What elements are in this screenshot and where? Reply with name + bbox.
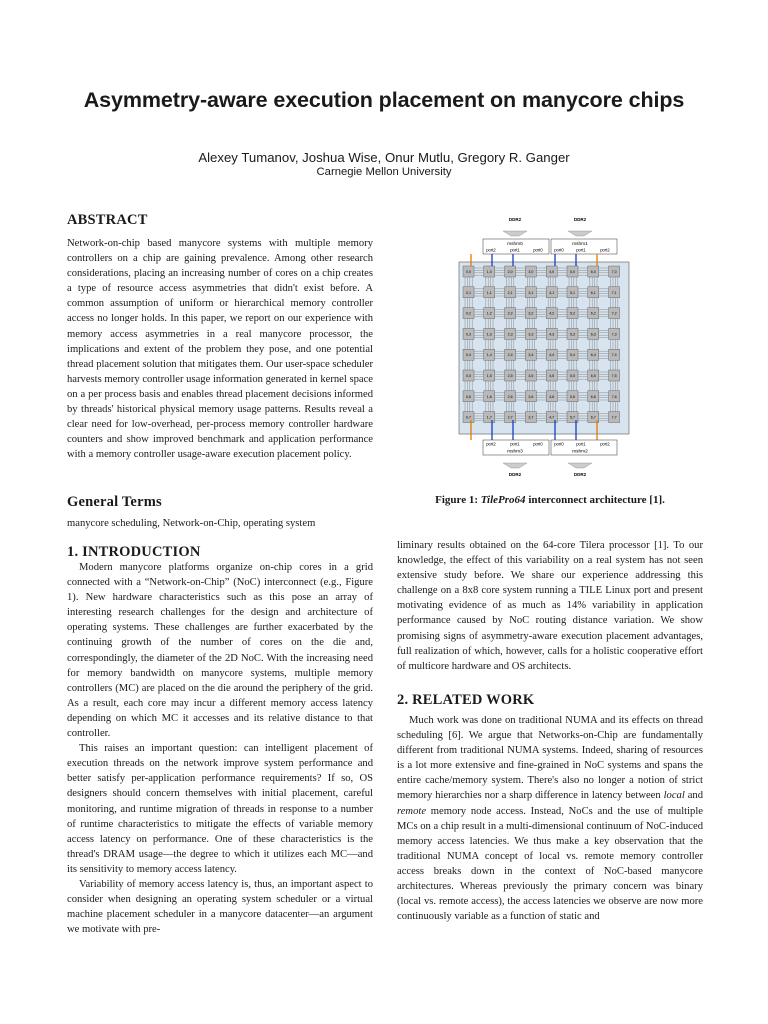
mshim-bottom-right-port-a: port0 bbox=[554, 441, 564, 447]
tile-label: 5,4 bbox=[570, 353, 575, 358]
tile-label: 4,6 bbox=[549, 394, 555, 399]
tile-label: 4,2 bbox=[549, 311, 555, 316]
tile-label: 1,3 bbox=[486, 332, 492, 337]
related-work-heading: 2. RELATED WORK bbox=[397, 692, 535, 708]
tile-label: 5,7 bbox=[570, 415, 575, 420]
tile-label: 1,4 bbox=[486, 353, 492, 358]
mshim-top-left-name: mshm0 bbox=[507, 242, 523, 247]
intro-paragraph-4: liminary results obtained on the 64-core Tilera processor [1]. To our knowledge, the effect of this variability on a real system has not seen extensive study before. We share our experience addressing this challenge on a 8x8 core system running a TILE Linux port and present motivating evidence of as much as 14% variability in application performance caused by NoC routing distance variation. We show promising signs of asymmetry-aware execution placement advantages, full realization of which, however, calls for a holistic cooperative effort of multicore hardware and OS architects. bbox=[397, 540, 703, 672]
rw-seg3: memory node access. Instead, NoCs and the use of multiple MCs on a chip result in a multi-dimensional continuum of NoC-induced memory access latencies. We thus make a key observation that the traditional NUMA concept of local vs. remote memory controller access breaks down in the context of NoC-based manycore architectures. Whereas previously the primary concern was binary (local vs. remote access), the access latencies we observe are now more continuously variable as a function of static and bbox=[397, 805, 703, 923]
tile-label: 0,7 bbox=[466, 415, 471, 420]
tile-label: 1,1 bbox=[486, 290, 492, 295]
ddr-top-left: DDR2 bbox=[508, 217, 522, 222]
tile-label: 6,4 bbox=[590, 353, 596, 358]
paper-title: Asymmetry-aware execution placement on manycore chips bbox=[83, 88, 685, 112]
tile-label: 3,0 bbox=[528, 270, 534, 274]
mshim-top-right-port-a: port0 bbox=[554, 247, 564, 253]
tile-label: 5,1 bbox=[570, 290, 575, 295]
tile-label: 6,7 bbox=[590, 415, 596, 420]
abstract-text: Network-on-chip based manycore systems with multiple memory controllers on a chip are gaining prevalence. Among other research considerations, placing an increasing number of cores on a chip creates a type of resource access asymmetries that didn't exist before. A common assumption of uniform or hierarchical memory controller access no longer holds. In this paper, we report on our experience with memory access asymmetries in a real manycore processor, the implications and extent of the problem they pose, and one potential thread placement solution that mitigates them. Our user-space scheduler harvests memory controller usage information generated in kernel space on a per process basis and enables thread placement decisions informed by threads' historical physical memory usage patterns. Results reveal a clear need for low-overhead, per-process memory controller hardware counters and show improved benchmark and application performance with a memory controller usage-aware execution placement policy. bbox=[67, 238, 373, 461]
mshim-top-right-name: mshm1 bbox=[572, 242, 588, 247]
tile-label: 4,3 bbox=[549, 332, 555, 337]
tile-label: 4,4 bbox=[549, 353, 555, 358]
tile-label: 3,1 bbox=[528, 290, 534, 295]
mshim-top-right-port-b: port1 bbox=[576, 247, 586, 253]
tile-label: 4,5 bbox=[549, 374, 555, 378]
tile-label: 2,7 bbox=[507, 415, 513, 420]
general-terms-body bbox=[67, 516, 373, 531]
ddr-bottom-right: DDR2 bbox=[573, 472, 587, 477]
caption-italic: TilePro64 bbox=[480, 494, 526, 506]
general-terms-text: manycore scheduling, Network-on-Chip, operating system bbox=[67, 518, 316, 529]
tile-label: 7,7 bbox=[611, 415, 617, 420]
tile-label: 0,6 bbox=[466, 394, 471, 399]
tile-label: 5,3 bbox=[570, 332, 575, 337]
ddr-top-left-arrow bbox=[503, 231, 527, 236]
tile-label: 7,5 bbox=[611, 374, 617, 378]
tile-label: 2,6 bbox=[507, 394, 513, 399]
mshim-top-left-port-a: port2 bbox=[486, 247, 496, 253]
tile-label: 5,0 bbox=[570, 270, 575, 274]
caption-prefix: Figure 1: bbox=[435, 494, 481, 506]
tile-label: 3,4 bbox=[528, 353, 534, 358]
tile-label: 2,1 bbox=[507, 290, 513, 295]
mshim-bottom-right-port-b: port1 bbox=[576, 441, 586, 447]
tile-label: 0,3 bbox=[466, 332, 471, 337]
tile-label: 3,7 bbox=[528, 415, 534, 420]
tile-label: 1,7 bbox=[486, 415, 492, 420]
ddr-bottom-right-arrow bbox=[568, 463, 592, 468]
rw-remote: remote bbox=[397, 805, 427, 817]
ddr-top-right-arrow bbox=[568, 231, 592, 236]
figure-caption bbox=[397, 494, 703, 506]
introduction-heading: 1. INTRODUCTION bbox=[67, 544, 201, 560]
abstract-heading: ABSTRACT bbox=[67, 212, 148, 228]
tile-label: 2,2 bbox=[507, 311, 513, 316]
related-work-body bbox=[397, 713, 703, 924]
intro-paragraph-3: Variability of memory access latency is, thus, an important aspect to consider when designing an operating system scheduler or a virtual machine placement scheduler in a manycore datacenter—an argument we motivate with pre- bbox=[67, 878, 373, 936]
tile-label: 7,1 bbox=[611, 290, 617, 295]
general-terms-heading: General Terms bbox=[67, 494, 162, 510]
caption-suffix: interconnect architecture [1]. bbox=[525, 494, 665, 506]
tile-label: 1,6 bbox=[486, 394, 492, 399]
mshim-bottom-right-name: mshm2 bbox=[572, 449, 588, 455]
paper-affiliation: Carnegie Mellon University bbox=[316, 166, 452, 178]
tile-label: 5,6 bbox=[570, 394, 575, 399]
tile-label: 0,4 bbox=[466, 353, 471, 358]
tile-label: 0,0 bbox=[466, 270, 471, 274]
tile-label: 0,2 bbox=[466, 311, 471, 316]
ddr-bottom-left: DDR2 bbox=[508, 472, 522, 477]
tile-label: 6,2 bbox=[590, 311, 596, 316]
tilepro64-interconnect-figure bbox=[455, 212, 651, 480]
tile-label: 3,6 bbox=[528, 394, 534, 399]
tile-label: 6,6 bbox=[590, 394, 596, 399]
tile-label: 1,5 bbox=[486, 374, 492, 378]
tile-label: 2,0 bbox=[507, 270, 513, 274]
tile-label: 7,3 bbox=[611, 332, 617, 337]
intro-continued bbox=[397, 538, 703, 674]
tile-label: 7,2 bbox=[611, 311, 617, 316]
tile-label: 2,3 bbox=[507, 332, 513, 337]
tile-label: 2,4 bbox=[507, 353, 513, 358]
mshim-bottom-left-name: mshm3 bbox=[507, 449, 523, 455]
tile-label: 4,0 bbox=[549, 270, 555, 274]
tile-label: 4,1 bbox=[549, 290, 555, 295]
introduction-body bbox=[67, 560, 373, 937]
intro-paragraph-1: Modern manycore platforms organize on-chip cores in a grid connected with a “Network-on-Chip” (NoC) interconnect (e.g., Figure 1). New hardware characteristics such as this pose an array of interesting research challenges for the design and architecture of operating systems. These challenges are further exacerbated by the continuing growth of the number of cores on the die and, correspondingly, the diameter of the 2D NoC. With the increasing need for memory bandwidth on manycore systems, multiple memory controllers (MC) are placed on the die around the periphery of the grid. As a result, each core may incur a different memory access latency depending on which MC it accesses and its relative distance to that controller. bbox=[67, 562, 373, 740]
tile-label: 5,2 bbox=[570, 311, 575, 316]
tile-label: 6,0 bbox=[590, 270, 596, 274]
tile-label: 0,5 bbox=[466, 374, 471, 378]
rw-seg2: and bbox=[684, 790, 704, 802]
mshim-bottom-left-port-c: port0 bbox=[533, 441, 543, 447]
tile-label: 1,2 bbox=[486, 311, 492, 316]
tile-label: 7,0 bbox=[611, 270, 617, 274]
tile-label: 3,5 bbox=[528, 374, 534, 378]
tile-label: 4,7 bbox=[549, 415, 555, 420]
intro-paragraph-2: This raises an important question: can intelligent placement of execution threads on the network improve system performance and better satisfy per-application performance requirements? If so, OS designers should concern themselves with initial placement, careful monitoring, and runtime migration of threads in response to a number of runtime characteristics to mitigate the effects of variable memory access latency on performance. One of these characteristics is the thread's DRAM usage—the degree to which it utilizes each MC—and its sensitivity to memory access latency. bbox=[67, 743, 373, 875]
tile-label: 2,5 bbox=[507, 374, 513, 378]
rw-local: local bbox=[663, 790, 685, 802]
mshim-bottom-left-port-a: port2 bbox=[486, 441, 496, 447]
rw-seg1: Much work was done on traditional NUMA and its effects on thread scheduling [6]. We argue that Networks-on-Chip are fundamentally different from traditional NUMA systems. Indeed, sharing of resources is a lot more extensive and fine-grained in NoC systems and spans the entire cache/memory system. There's also no longer a notion of strict memory hierarchies nor a sharp difference in latency between bbox=[397, 715, 703, 802]
mshim-bottom-right-port-c: port2 bbox=[600, 441, 610, 447]
abstract-body bbox=[67, 236, 373, 462]
paper-authors: Alexey Tumanov, Joshua Wise, Onur Mutlu, Gregory R. Ganger bbox=[198, 150, 570, 165]
mshim-bottom-left-port-b: port1 bbox=[510, 441, 520, 447]
tile-label: 3,3 bbox=[528, 332, 534, 337]
tile-label: 6,1 bbox=[590, 290, 596, 295]
related-work-paragraph bbox=[397, 713, 703, 924]
tile-label: 1,0 bbox=[486, 270, 492, 274]
ddr-top-right: DDR2 bbox=[573, 217, 587, 222]
mshim-top-right-port-c: port2 bbox=[600, 247, 610, 253]
ddr-bottom-left-arrow bbox=[503, 463, 527, 468]
mshim-top-left-port-c: port0 bbox=[533, 247, 543, 253]
tile-label: 0,1 bbox=[466, 290, 471, 295]
tile-label: 6,3 bbox=[590, 332, 596, 337]
mshim-top-left-port-b: port1 bbox=[510, 247, 520, 253]
tile-label: 7,6 bbox=[611, 394, 617, 399]
tile-label: 3,2 bbox=[528, 311, 534, 316]
tile-label: 5,5 bbox=[570, 374, 575, 378]
tile-label: 6,5 bbox=[590, 374, 596, 378]
tile-label: 7,4 bbox=[611, 353, 617, 358]
